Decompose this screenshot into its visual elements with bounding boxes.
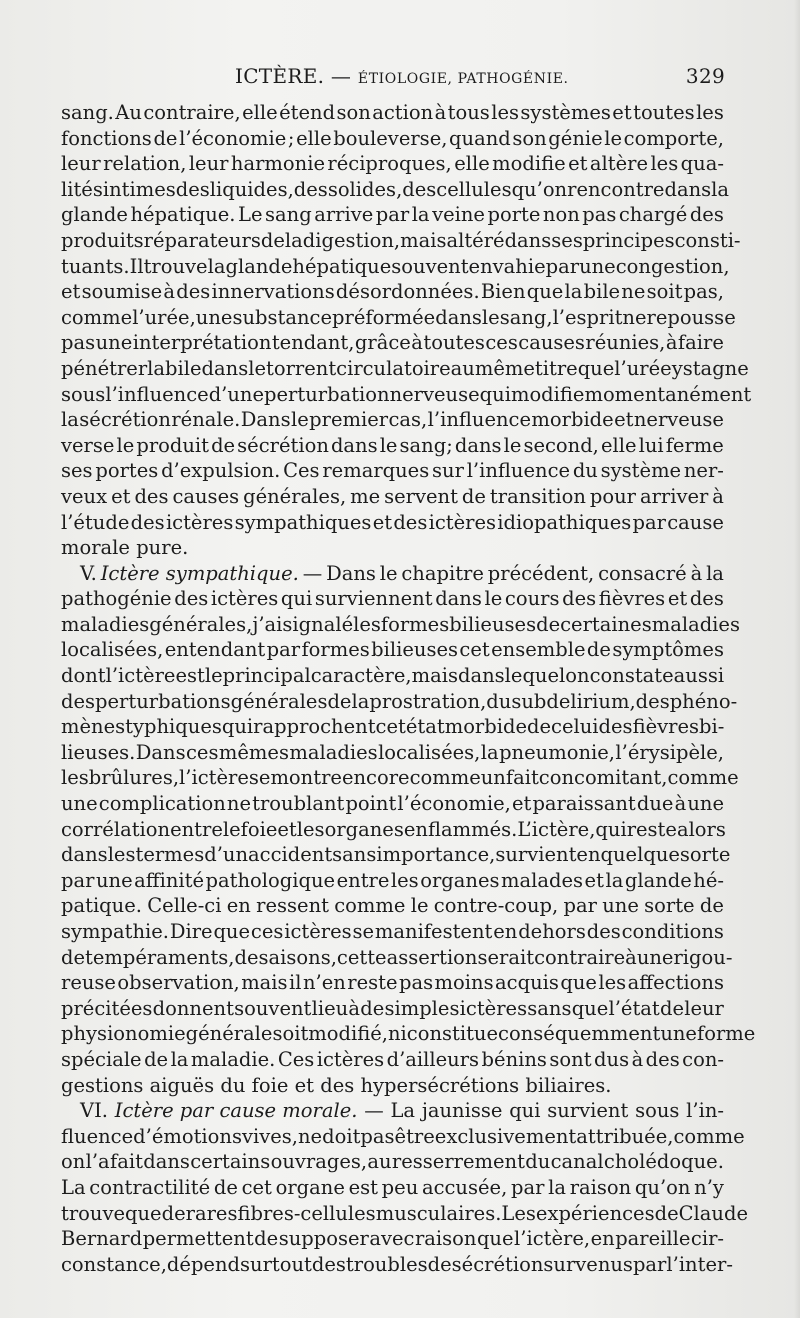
text-line: physionomie générale soit modifié, ni constitue conséquemment une forme bbox=[61, 1022, 756, 1046]
text-line: pas une interprétation tendant, grâce à toutes ces causes réunies, à faire bbox=[61, 331, 724, 355]
text-line: sympathie. Dire que ces ictères se manifestent en dehors des conditions bbox=[61, 920, 724, 943]
page-number: 329 bbox=[685, 64, 725, 88]
text-line: leur relation, leur harmonie réciproques, elle modifie et altère les qua- bbox=[61, 152, 724, 176]
section-heading: Ictère sympathique. bbox=[100, 561, 299, 585]
text-line: verse le produit de sécrétion dans le sang; dans le second, elle lui ferme bbox=[61, 433, 724, 457]
text-line: mènes typhiques qui rapprochent cet état morbide de celui des fièvres bi- bbox=[61, 715, 725, 739]
text-line: pénétrer la bile dans le torrent circulatoire au même titre que l’urée y stagne bbox=[61, 356, 749, 380]
text-line: Bernard permettent de supposer avec raison que l’ictère, en pareille cir- bbox=[61, 1227, 724, 1251]
text-line: constance, dépend surtout des troubles de sécrétion survenus par l’inter- bbox=[61, 1252, 733, 1276]
running-title bbox=[235, 64, 569, 88]
text-line: des perturbations générales de la prostration, du subdelirium, des phéno- bbox=[61, 689, 738, 713]
text-line: dans les termes d’un accident sans importance, survient en quelque sorte bbox=[61, 843, 731, 867]
text-line: et soumise à des innervations désordonnées. Bien que la bile ne soit pas, bbox=[61, 280, 724, 304]
text-line: corrélation entre le foie et les organes enflammés. L’ictère, qui reste alors bbox=[61, 817, 726, 841]
text-line: une complication ne troublant point l’économie, et paraissant due à une bbox=[61, 792, 724, 816]
text-line: ses portes d’expulsion. Ces remarques sur l’influence du système ner- bbox=[61, 459, 724, 483]
text-line: patique. Celle-ci en ressent comme le contre-coup, par une sorte de bbox=[61, 894, 724, 918]
text-line: tuants. Il trouve la glande hépatique souvent envahie par une congestion, bbox=[61, 254, 730, 278]
page-edge-shadow bbox=[794, 0, 800, 1318]
text-line: précitées donnent souvent lieu à de simples ictères sans que l’état de leur bbox=[61, 996, 724, 1020]
text-line: trouve que de rares fibres-cellules musculaires. Les expériences de Claude bbox=[61, 1201, 748, 1225]
text-line: lieuses. Dans ces mêmes maladies localisées, la pneumonie, l’érysipèle, bbox=[61, 740, 724, 764]
text-line: comme l’urée, une substance préformée dans le sang, l’esprit ne repousse bbox=[61, 305, 736, 329]
text-line: glande hépatique. Le sang arrive par la veine porte non pas chargé des bbox=[61, 203, 724, 227]
text-line: lités intimes des liquides, des solides, des cellules qu’on rencontre dans la bbox=[61, 177, 730, 201]
text-line: la sécrétion rénale. Dans le premier cas, l’influence morbide et nerveuse bbox=[61, 408, 724, 432]
text-line: La contractilité de cet organe est peu accusée, par la raison qu’on n’y bbox=[61, 1175, 724, 1199]
text-line: produits réparateurs de la digestion, mais altéré dans ses principes consti- bbox=[61, 228, 741, 252]
section-heading: Ictère par cause morale. bbox=[114, 1099, 358, 1123]
text-line: spéciale de la maladie. Ces ictères d’ailleurs bénins sont dus à des con- bbox=[61, 1047, 724, 1071]
text-line: localisées, entendant par formes bilieuses cet ensemble de symptômes bbox=[61, 638, 724, 662]
text-line: maladies générales, j’ai signalé les formes bilieuses de certaines maladies bbox=[61, 612, 740, 636]
running-title-sub: ÉTIOLOGIE, PATHOGÉNIE. bbox=[357, 71, 569, 87]
text-line: sang. Au contraire, elle étend son action à tous les systèmes et toutes les bbox=[61, 101, 724, 124]
text-line: VI. Ictère par cause morale. — La jaunisse qui survient sous l’in- bbox=[80, 1099, 724, 1123]
text-line: veux et des causes générales, me servent de transition pour arriver à bbox=[61, 484, 724, 508]
text-line: dont l’ictère est le principal caractère, mais dans lequel on constate aussi bbox=[61, 664, 725, 688]
text-line: fonctions de l’économie ; elle bouleverse, quand son génie le comporte, bbox=[61, 126, 724, 150]
text-line: de tempéraments, de saisons, cette assertion serait contraire à une rigou- bbox=[61, 945, 733, 969]
running-title-main: ICTÈRE. — bbox=[235, 64, 358, 88]
running-header bbox=[60, 64, 725, 94]
text-line: l’étude des ictères sympathiques et des ictères idiopathiques par cause bbox=[61, 510, 724, 534]
text-line: sous l’influence d’une perturbation nerveuse qui modifie momentanément bbox=[61, 382, 752, 406]
text-line: pathogénie des ictères qui surviennent dans le cours des fièvres et des bbox=[61, 587, 724, 611]
text-line: morale pure. bbox=[61, 536, 189, 560]
text-line: reuse observation, mais il n’en reste pas moins acquis que les affections bbox=[61, 971, 724, 995]
text-line: par une affinité pathologique entre les organes malades et la glande hé- bbox=[61, 868, 724, 892]
text-line: gestions aiguës du foie et des hypersécrétions biliaires. bbox=[61, 1073, 612, 1097]
text-line: fluence d’émotions vives, ne doit pas être exclusivement attribuée, comme bbox=[61, 1124, 745, 1148]
text-line: V. Ictère sympathique. — Dans le chapitre précédent, consacré à la bbox=[80, 561, 724, 585]
body-text bbox=[61, 100, 756, 1277]
text-line: les brûlures, l’ictère se montre encore comme un fait concomitant, comme bbox=[61, 766, 739, 790]
text-line: on l’a fait dans certains ouvrages, au resserrement du canal cholédoque. bbox=[61, 1150, 724, 1174]
